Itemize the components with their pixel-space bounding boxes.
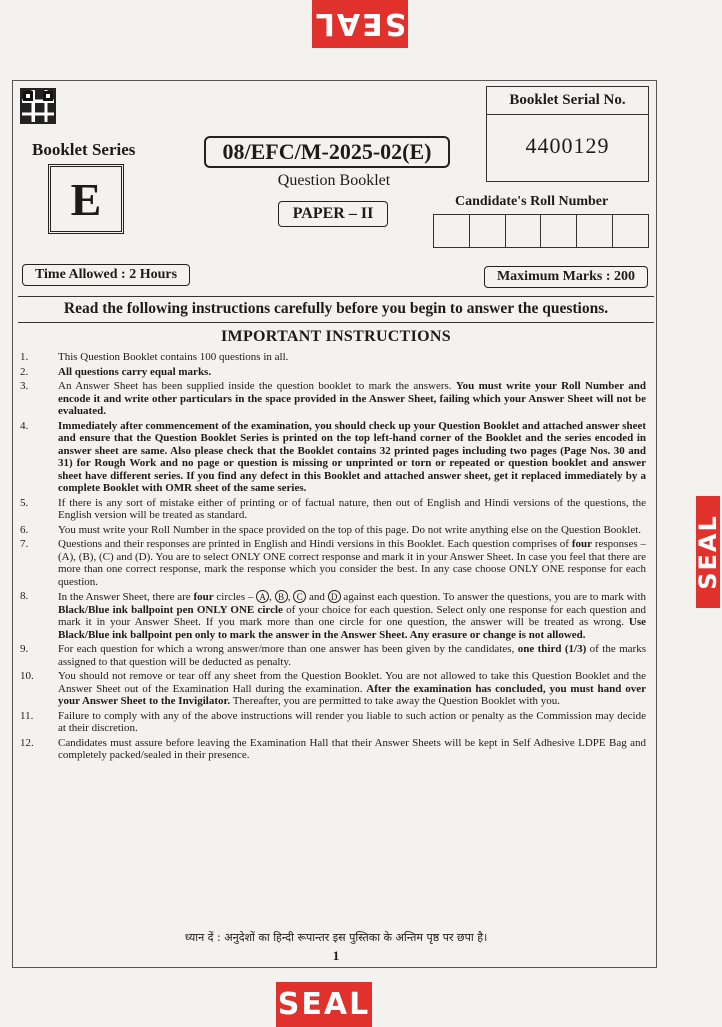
circle-b-icon: B	[275, 590, 288, 603]
divider	[18, 296, 654, 297]
divider	[18, 322, 654, 323]
instruction-text: You should not remove or tear off any sheet from the Question Booklet. You are not allowed to take this Question Booklet and the Answer Sheet out of the Examination Hall during the examination. After the examination has concluded, you must hand over your Answer Sheet to the Invigilator. Thereafter, you are permitted to take away the Question Booklet with you.	[58, 670, 646, 707]
roll-number-cell[interactable]	[470, 215, 506, 247]
roll-number-cell[interactable]	[577, 215, 613, 247]
seal-label: SEAL	[313, 6, 407, 42]
instruction-text: If there is any sort of mistake either of printing or of factual nature, then out of English and Hindi versions of the questions, the English version will be treated as standard.	[58, 496, 646, 521]
circle-d-icon: D	[328, 590, 341, 603]
roll-number-cell[interactable]	[613, 215, 648, 247]
instruction-text: For each question for which a wrong answer/more than one answer has been given by the candidates, one third (1/3) of the marks assigned to that question will be deducted as penalty.	[58, 643, 646, 668]
instruction-item	[20, 710, 646, 735]
booklet-serial-box	[486, 86, 649, 182]
instruction-text: Immediately after commencement of the examination, you should check up your Question Booklet and attached answer sheet and ensure that the Question Booklet Series is printed on the top left-hand corner of the Booklet and the series encoded in answer sheet are same. Also please check that the Booklet contains 32 printed pages including two pages (Page Nos. 30 and 31) for Rough Work and no page or question is missing or unprinted or torn or repeated or question booklet and answer sheet have different series. If you find any defect in this Booklet and attached answer sheet, get it replaced immediately by a complete Booklet with OMR sheet of the same series.	[58, 419, 646, 494]
instruction-number: 2.	[20, 365, 29, 378]
instruction-item	[20, 590, 646, 641]
booklet-serial-label: Booklet Serial No.	[487, 87, 648, 115]
instruction-item	[20, 366, 646, 379]
instruction-text: Candidates must assure before leaving the Examination Hall that their Answer Sheets will be kept in Self Adhesive LDPE Bag and completely packed/sealed in their presence.	[58, 736, 646, 761]
hindi-note: ध्यान दें : अनुदेशों का हिन्दी रूपान्तर इस पुस्तिका के अन्तिम पृष्ठ पर छपा है।	[184, 931, 488, 944]
instruction-number: 7.	[20, 538, 29, 550]
instruction-text: This Question Booklet contains 100 questions in all.	[58, 351, 289, 363]
instruction-number: 1.	[20, 351, 29, 363]
roll-number-cell[interactable]	[506, 215, 542, 247]
instruction-item	[20, 351, 646, 364]
instruction-item	[20, 670, 646, 708]
qr-code-icon	[20, 88, 56, 124]
booklet-series-box: E	[48, 164, 124, 234]
instruction-item	[20, 737, 646, 762]
booklet-title: Question Booklet	[277, 172, 391, 189]
instruction-number: 6.	[20, 523, 29, 536]
instruction-text: In the Answer Sheet, there are four circles – A , B , C and D against each question. To answer the questions, you are to mark with Black/Blue ink ballpoint pen ONLY ONE circle of your choice for each question. Select only one response for each question and mark it in your Answer Sheet. If you mark more than one circle for one question, the answer will be treated as wrong. Use Black/Blue ink ballpoint pen only to mark the answer in the Answer Sheet. Any erasure or change is not allowed.	[58, 591, 647, 641]
instruction-number: 4.	[20, 419, 29, 432]
instruction-text: You must write your Roll Number in the space provided on the top of this page. Do not write anything else on the Question Booklet.	[58, 523, 642, 536]
instruction-text: Questions and their responses are printed in English and Hindi versions in this Booklet. Each question comprises of four responses – (A), (B), (C) and (D). You are to select ONLY ONE correct response and mark it in your Answer Sheet. In case you feel that there are more than one correct response, mark the response which you consider the best. In any case choose ONLY ONE response for each question.	[58, 538, 646, 588]
roll-number-label: Candidate's Roll Number	[455, 194, 609, 209]
instruction-text: All questions carry equal marks.	[58, 365, 212, 378]
circle-c-icon: C	[293, 590, 306, 603]
instruction-number: 9.	[20, 643, 29, 655]
instruction-item	[20, 380, 646, 418]
seal-sticker-side	[696, 496, 720, 608]
instruction-item	[20, 497, 646, 522]
paper-label: PAPER – II	[278, 201, 388, 227]
roll-number-grid	[433, 214, 649, 248]
roll-number-cell[interactable]	[434, 215, 470, 247]
instruction-number: 12.	[20, 736, 34, 749]
maximum-marks: Maximum Marks : 200	[484, 266, 648, 288]
seal-label: SEAL	[277, 987, 371, 1022]
seal-sticker-bottom	[276, 982, 372, 1027]
instruction-item	[20, 643, 646, 668]
instruction-text: Failure to comply with any of the above instructions will render you liable to such action or penalty as the Commission may decide at their discretion.	[58, 709, 646, 734]
booklet-serial-number: 4400129	[525, 133, 610, 158]
exam-code: 08/EFC/M-2025-02(E)	[204, 136, 450, 168]
roll-number-cell[interactable]	[541, 215, 577, 247]
seal-sticker-top	[312, 0, 408, 48]
instruction-number: 11.	[20, 709, 34, 722]
circle-a-icon: A	[256, 590, 269, 603]
instruction-number: 8.	[20, 590, 29, 602]
instructions-list	[20, 351, 646, 764]
page-number: 1	[332, 948, 340, 963]
time-allowed: Time Allowed : 2 Hours	[22, 264, 190, 286]
seal-label: SEAL	[694, 514, 722, 590]
instruction-item	[20, 420, 646, 495]
important-instructions-title: IMPORTANT INSTRUCTIONS	[221, 328, 451, 345]
instruction-item	[20, 524, 646, 537]
instruction-number: 3.	[20, 380, 29, 392]
instructions-headline: Read the following instructions carefully before you begin to answer the questions.	[63, 300, 609, 317]
instruction-item	[20, 538, 646, 588]
instruction-text: An Answer Sheet has been supplied inside the question booklet to mark the answers. You must write your Roll Number and encode it and write other particulars in the space provided in the Answer Sheet, failing which your Answer Sheet will not be evaluated.	[58, 380, 646, 417]
instruction-number: 10.	[20, 670, 34, 682]
booklet-series-label: Booklet Series	[32, 140, 136, 159]
instruction-number: 5.	[20, 496, 29, 509]
